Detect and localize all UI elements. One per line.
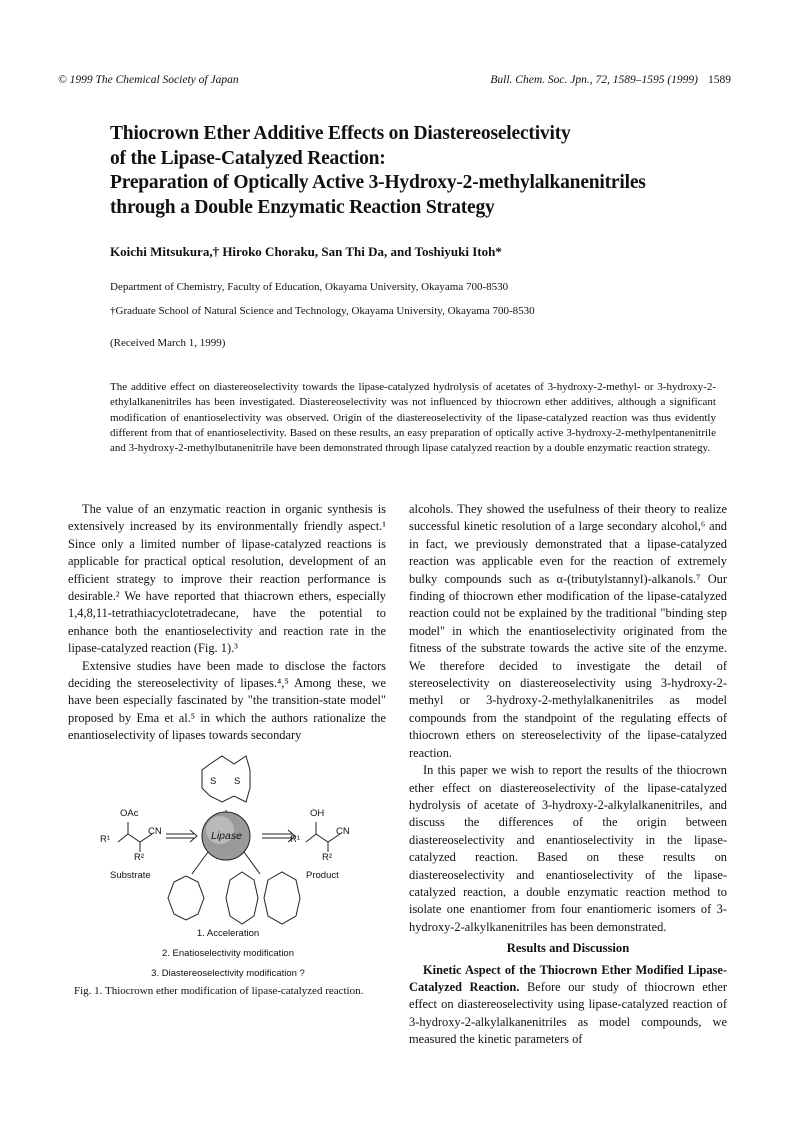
abstract: The additive effect on diastereoselectivity towards the lipase-catalyzed hydrolysis of acetates of 3-hydroxy-2-methyl- or 3-hydroxy-2-ethylalkanenitriles has been investigated. Diastereoselectivity was not influenced by thiocrown ether additives, although a significant modification of enantioselectivity was observed. Origin of the diastereoselectivity of the lipase-catalyzed reaction was thus evidently different from that of enantioselectivity. Based on these results, an easy preparation of optically active 3-hydroxy-2-methylpentanenitrile and 3-hydroxy-2-methylbutanenitrile have been demonstrated through lipase catalyzed reaction by a double enzymatic reaction strategy. — [110, 381, 716, 455]
cn-label: CN — [336, 826, 350, 837]
figure-caption: Fig. 1. Thiocrown ether modification of lipase-catalyzed reaction. — [74, 985, 364, 997]
affiliation-2: †Graduate School of Natural Science and Technology, Okayama University, Okayama 700-8530 — [110, 305, 535, 317]
journal-reference — [490, 74, 731, 86]
thiocrown-ring-middle — [226, 872, 258, 924]
body-paragraph: alcohols. They showed the usefulness of their theory to realize successful kinetic resolution of a large secondary alcohol,⁶ and in fact, we previously demonstrated that a lipase-catalyzed reaction was applicable even for the reaction of extremely bulky compounds such as α-(tributylstannyl)-alkanols.⁷ Our finding of thiocrown ether modification of the lipase-catalyzed reaction could not be explained by the traditional "binding step model" in which the enantioselectivity originated from the fitness of the substrate towards the active site of the enzyme. We therefore decided to investigate the detail of stereoselectivity on diastereoselectivity using 3-hydroxy-2-methyl or 3-hydroxy-2-methylalkanenitriles as model compounds from the standpoint of the regulating effects of thiocrown ethers on stereoselectivity of the lipase-catalyzed reaction. — [409, 502, 727, 760]
left-column — [68, 501, 386, 745]
thiocrown-ring-left — [168, 876, 204, 920]
thiocrown-ring-right — [264, 872, 300, 924]
body-paragraph: The value of an enzymatic reaction in organic synthesis is extensively increased by its environmentally friendly aspect.¹ Since only a limited number of lipase-catalyzed reactions is applicable for practical optical resolution, development of an efficient strategy to improve their reaction performance is desirable.² We have reported that thiacrown ethers, especially 1,4,8,11-tetrathiacyclotetradecane, have the potential to enhance both the enantioselectivity and reaction rate in the lipase-catalyzed reaction (Fig. 1).³ — [68, 502, 386, 656]
paper-title — [110, 122, 750, 220]
r1-label: R¹ — [290, 834, 301, 845]
substrate-label: Substrate — [110, 870, 151, 881]
oac-label: OAc — [120, 808, 139, 819]
page-number: 1589 — [708, 74, 731, 86]
lipase-label: Lipase — [211, 830, 242, 842]
r2-label: R² — [322, 852, 333, 863]
cn-label: CN — [148, 826, 162, 837]
figure-1 — [70, 752, 386, 992]
subsection-heading: Kinetic Aspect of the Thiocrown Ether Modified Lipase-Catalyzed Reaction. — [409, 962, 727, 994]
product-label: Product — [306, 870, 339, 881]
figure-item-3: 3. Diastereoselectivity modification ? — [151, 968, 305, 979]
product-skeleton — [306, 822, 340, 852]
figure-item-2: 2. Enatioselectivity modification — [161, 948, 294, 959]
author-list: Koichi Mitsukura,† Hiroko Choraku, San Thi Da, and Toshiyuki Itoh* — [110, 244, 502, 259]
oh-label: OH — [310, 808, 325, 819]
substrate-skeleton — [118, 822, 152, 852]
figure-item-1: 1. Acceleration — [196, 928, 260, 939]
section-heading: Results and Discussion — [506, 941, 630, 956]
body-paragraph: In this paper we wish to report the results of the thiocrown ether effect on diastereoselectivity of the lipase-catalyzed hydrolysis of acetate of 3-hydroxy-2-alkylalkanenitriles, and discuss the differences of the origin between diastereoselectivity and enantioselectivity in the lipase-catalyzed reaction. Based on these results on diastereoselectivity and enantioselectivity of the lipase-catalyzed reaction, a double enzymatic reaction method to isolate one enantiomer from four enantiomeric isomers of 3-hydroxy-2-alkylkanenitriles has been demonstrated. — [409, 763, 727, 934]
received-date: (Received March 1, 1999) — [110, 337, 226, 349]
title-line: Preparation of Optically Active 3-Hydroxy-2-methylalkanenitriles — [110, 172, 646, 193]
copyright-line: © 1999 The Chemical Society of Japan — [58, 74, 239, 86]
title-line: Thiocrown Ether Additive Effects on Diastereoselectivity — [110, 123, 571, 144]
body-paragraph: Extensive studies have been made to disclose the factors deciding the stereoselectivity of lipases.⁴,⁵ Among these, we have been especially fascinated by "the transition-state model" proposed by Ema et al.⁵ in which the authors rationalize the enantioselectivity of lipases towards secondary — [68, 658, 386, 743]
sulfur-label: S — [210, 776, 217, 787]
title-line: through a Double Enzymatic Reaction Strategy — [110, 196, 495, 218]
title-line: of the Lipase-Catalyzed Reaction: — [110, 147, 386, 169]
paragraph-text: Before our study of thiocrown ether effect on diastereoselectivity using lipase-catalyzed reaction of 3-hydroxy-2-alkylalkanenitriles as model compounds, we measured the kinetic parameters of — [409, 979, 727, 1047]
right-column — [409, 501, 727, 1049]
journal-citation: Bull. Chem. Soc. Jpn., 72, 1589–1595 (1999) — [490, 74, 698, 86]
r2-label: R² — [134, 852, 145, 863]
r1-label: R¹ — [100, 834, 111, 845]
sulfur-label: S — [234, 776, 241, 787]
reaction-scheme-diagram — [70, 752, 386, 932]
affiliation-1: Department of Chemistry, Faculty of Education, Okayama University, Okayama 700-8530 — [110, 281, 509, 293]
body-paragraph — [409, 962, 727, 1049]
